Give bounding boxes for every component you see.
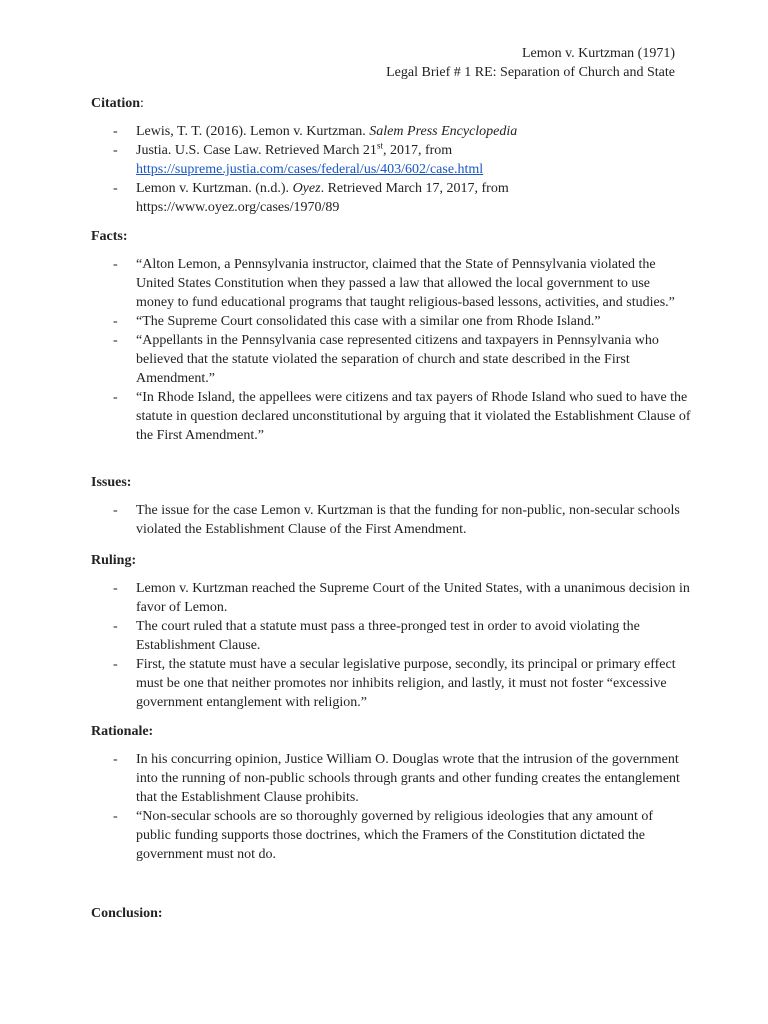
list-item <box>91 655 691 712</box>
list-item <box>91 388 691 445</box>
citation-text: . Retrieved March 17, 2017, from <box>320 181 509 196</box>
list-item <box>91 255 691 312</box>
ruling-list <box>91 579 691 712</box>
ruling-text: Lemon v. Kurtzman reached the Supreme Court of the United States, with a unanimous decision in favor of Lemon. <box>136 581 690 615</box>
header-brief-title: Legal Brief # 1 RE: Separation of Church and State <box>386 65 675 80</box>
rationale-text: In his concurring opinion, Justice William O. Douglas wrote that the intrusion of the government into the running of non-public schools through grants and other funding creates the entanglement that the Establishment Clause prohibits. <box>136 752 680 805</box>
document-header <box>386 44 675 82</box>
bullet-dash: - <box>113 314 118 329</box>
bullet-dash: - <box>113 752 118 767</box>
citation-heading-text: Citation <box>91 96 140 111</box>
justia-link[interactable]: https://supreme.justia.com/cases/federal/us/403/602/case.html <box>136 162 484 177</box>
list-item <box>91 501 691 539</box>
list-item <box>91 141 691 179</box>
citation-source-title: Salem Press Encyclopedia <box>369 124 518 139</box>
fact-text: “The Supreme Court consolidated this case with a similar one from Rhode Island.” <box>136 314 601 329</box>
bullet-dash: - <box>113 503 118 518</box>
bullet-dash: - <box>113 809 118 824</box>
facts-list <box>91 255 691 445</box>
citation-list <box>91 122 691 217</box>
bullet-dash: - <box>113 124 118 139</box>
bullet-dash: - <box>113 257 118 272</box>
fact-text: “Alton Lemon, a Pennsylvania instructor, claimed that the State of Pennsylvania violated the United States Constitution when they passed a law that allowed the local government to use money to fund educational programs that taught religious-based lessons, activities, and studies.” <box>136 257 675 310</box>
bullet-dash: - <box>113 390 118 405</box>
list-item <box>91 807 691 864</box>
list-item <box>91 122 691 141</box>
citation-heading <box>91 94 144 113</box>
list-item <box>91 579 691 617</box>
bullet-dash: - <box>113 581 118 596</box>
header-case-title: Lemon v. Kurtzman (1971) <box>521 46 675 61</box>
citation-source-title: Oyez <box>292 181 321 196</box>
issue-text: The issue for the case Lemon v. Kurtzman is that the funding for non-public, non-secular schools violated the Establishment Clause of the First Amendment. <box>136 503 680 537</box>
citation-text: , 2017, from <box>382 143 453 158</box>
issues-list <box>91 501 691 539</box>
bullet-dash: - <box>113 143 118 158</box>
bullet-dash: - <box>113 333 118 348</box>
ruling-heading: Ruling: <box>91 553 137 568</box>
fact-text: “In Rhode Island, the appellees were citizens and tax payers of Rhode Island who sued to have the statute in question declared unconstitutional by arguing that it violated the Establishment Clause of the First Amendment.” <box>136 390 691 443</box>
list-item <box>91 331 691 388</box>
list-item <box>91 617 691 655</box>
ruling-text: The court ruled that a statute must pass a three-pronged test in order to avoid violating the Establishment Clause. <box>136 619 640 653</box>
ruling-text: First, the statute must have a secular legislative purpose, secondly, its principal or primary effect must be one that neither promotes nor inhibits religion, and lastly, it must not foster “excessive government entanglement with religion.” <box>136 657 676 710</box>
list-item <box>91 312 691 331</box>
rationale-text: “Non-secular schools are so thoroughly governed by religious ideologies that any amount of public funding supports those doctrines, which the Framers of the Constitution dictated the government must not do. <box>136 809 654 862</box>
citation-text: Lemon v. Kurtzman. (n.d.). <box>136 181 293 196</box>
bullet-dash: - <box>113 619 118 634</box>
citation-heading-colon: : <box>140 96 144 111</box>
list-item <box>91 179 691 217</box>
citation-text: Lewis, T. T. (2016). Lemon v. Kurtzman. <box>136 124 370 139</box>
citation-superscript: st <box>376 140 383 151</box>
facts-heading: Facts: <box>91 229 128 244</box>
issues-heading: Issues: <box>91 475 132 490</box>
fact-text: “Appellants in the Pennsylvania case represented citizens and taxpayers in Pennsylvania who believed that the statute violated the separation of church and state described in the First Amendment.” <box>136 333 659 386</box>
bullet-dash: - <box>113 181 118 196</box>
conclusion-heading: Conclusion: <box>91 906 163 921</box>
list-item <box>91 750 691 807</box>
bullet-dash: - <box>113 657 118 672</box>
rationale-heading: Rationale: <box>91 724 154 739</box>
citation-text: Justia. U.S. Case Law. Retrieved March 21 <box>136 143 377 158</box>
oyez-url-text: https://www.oyez.org/cases/1970/89 <box>136 200 340 215</box>
rationale-list <box>91 750 691 864</box>
